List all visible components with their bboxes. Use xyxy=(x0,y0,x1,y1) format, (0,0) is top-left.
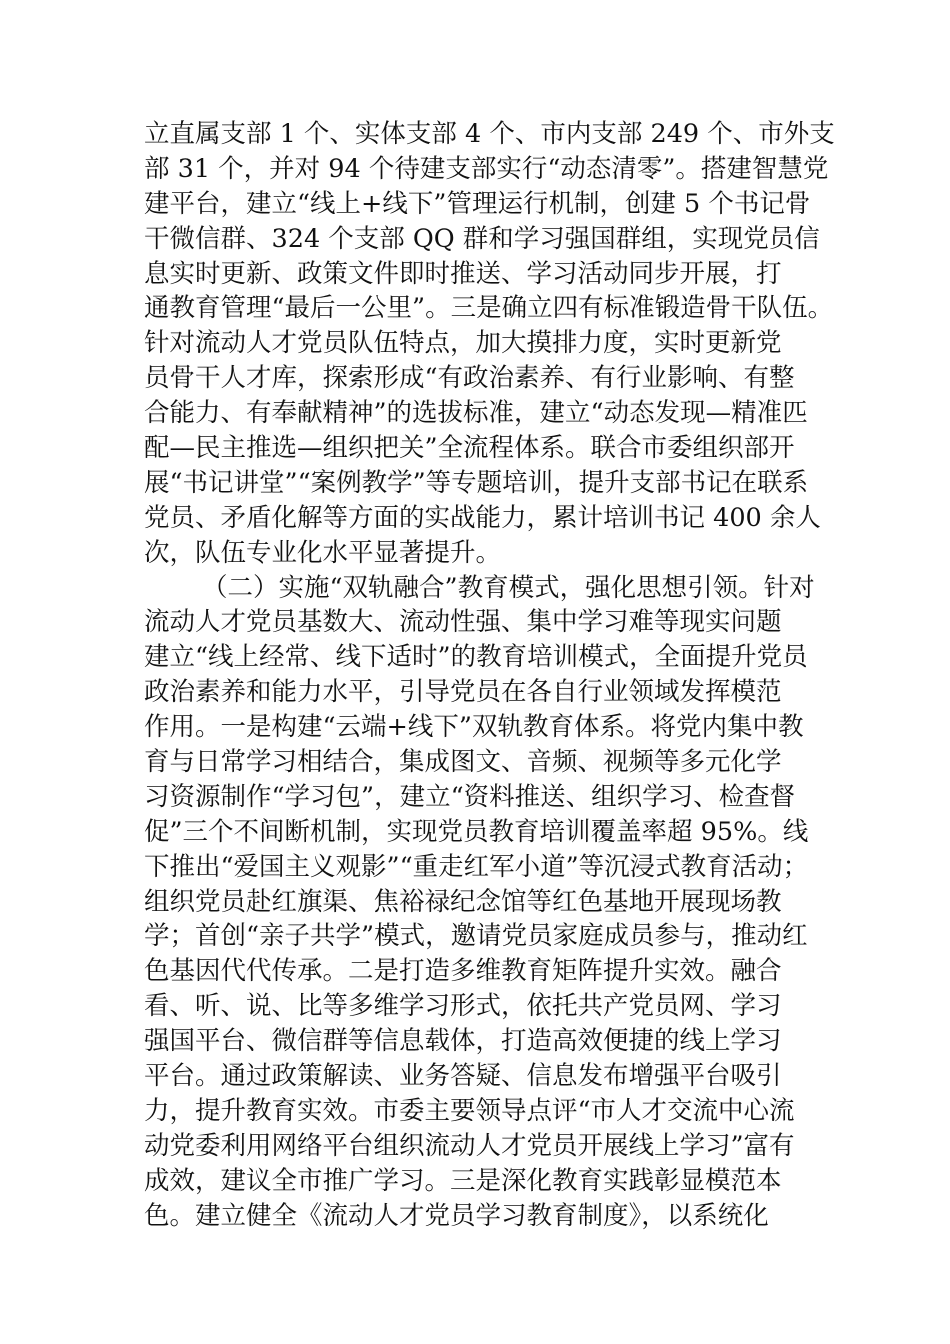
text-line: 组织党员赴红旗渠、焦裕禄纪念馆等红色基地开展现场教 xyxy=(144,886,782,917)
text-line: 立直属支部 1 个、实体支部 4 个、市内支部 249 个、市外支 xyxy=(144,119,835,149)
text-line: 展“书记讲堂”“案例教学”等专题培训，提升支部书记在联系 xyxy=(144,467,809,498)
text-line: 建平台，建立“线上+线下”管理运行机制，创建 5 个书记骨 xyxy=(144,188,811,219)
text-line: 平台。通过政策解读、业务答疑、信息发布增强平台吸引 xyxy=(144,1061,782,1092)
text-line: 部 31 个，并对 94 个待建支部实行“动态清零”。搭建智慧党 xyxy=(144,153,829,184)
text-line: 通教育管理“最后一公里”。三是确立四有标准锻造骨干队伍。 xyxy=(144,293,834,324)
text-line: 流动人才党员基数大、流动性强、集中学习难等现实问题 xyxy=(144,607,782,638)
text-line: 下推出“爱国主义观影”“重走红军小道”等沉浸式教育活动； xyxy=(144,851,809,882)
text-line: 看、听、说、比等多维学习形式，依托共产党员网、学习 xyxy=(144,991,782,1022)
text-line: 成效，建议全市推广学习。三是深化教育实践彰显模范本 xyxy=(144,1165,782,1196)
text-line: 动党委利用网络平台组织流动人才党员开展线上学习”富有 xyxy=(144,1130,795,1161)
text-line: 强国平台、微信群等信息载体，打造高效便捷的线上学习 xyxy=(144,1026,782,1057)
text-line: 合能力、有奉献精神”的选拔标准，建立“动态发现—精准匹 xyxy=(144,398,808,429)
body-text xyxy=(144,117,835,1234)
text-line: 促”三个不间断机制，实现党员教育培训覆盖率超 95%。线 xyxy=(144,816,809,847)
text-line: 色基因代代传承。二是打造多维教育矩阵提升实效。融合 xyxy=(144,956,782,987)
text-line: 作用。一是构建“云端+线下”双轨教育体系。将党内集中教 xyxy=(144,712,804,743)
text-line: 配—民主推选—组织把关”全流程体系。联合市委组织部开 xyxy=(144,433,795,464)
text-line: 政治素养和能力水平，引导党员在各自行业领域发挥模范 xyxy=(144,677,782,708)
text-line: 育与日常学习相结合，集成图文、音频、视频等多元化学 xyxy=(144,747,782,778)
text-line: 针对流动人才党员队伍特点，加大摸排力度，实时更新党 xyxy=(144,328,782,359)
text-line: 次，队伍专业化水平显著提升。 xyxy=(144,537,502,568)
section-heading-line: （二）实施“双轨融合”教育模式，强化思想引领。针对 xyxy=(202,572,815,603)
text-line: 息实时更新、政策文件即时推送、学习活动同步开展，打 xyxy=(144,258,782,289)
text-line: 力，提升教育实效。市委主要领导点评“市人才交流中心流 xyxy=(144,1095,795,1126)
text-line: 员骨干人才库，探索形成“有政治素养、有行业影响、有整 xyxy=(144,363,795,394)
text-line: 学；首创“亲子共学”模式，邀请党员家庭成员参与，推动红 xyxy=(144,921,808,952)
text-line: 干微信群、324 个支部 QQ 群和学习强国群组，实现党员信 xyxy=(144,223,820,254)
text-line: 党员、矛盾化解等方面的实战能力，累计培训书记 400 余人 xyxy=(144,502,821,533)
text-line: 建立“线上经常、线下适时”的教育培训模式，全面提升党员 xyxy=(144,642,808,673)
text-line: 色。建立健全《流动人才党员学习教育制度》，以系统化 xyxy=(144,1200,769,1231)
text-line: 习资源制作“学习包”，建立“资料推送、组织学习、检查督 xyxy=(144,781,796,812)
